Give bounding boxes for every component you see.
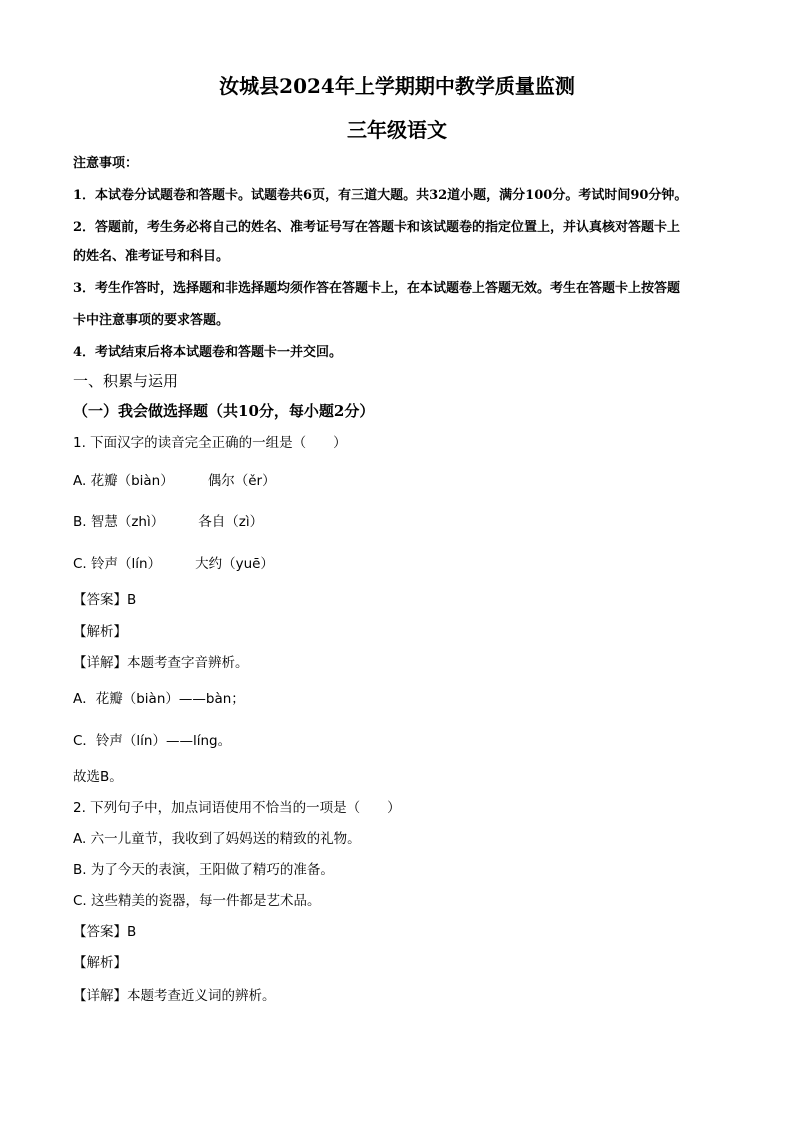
question-1-stem: 1. 下面汉字的读音完全正确的一组是（ ） (73, 435, 347, 451)
question-1-detail: 【详解】本题考查字音辨析。 (73, 655, 249, 671)
question-2-option-b: B. 为了今天的表演，王阳做了精巧的准备。 (73, 862, 334, 878)
notice-heading: 注意事项： (73, 156, 139, 171)
notice-line-5: 卡中注意事项的要求答题。 (73, 313, 230, 328)
question-2-answer: 【答案】B (73, 924, 137, 940)
question-2-option-c: C. 这些精美的瓷器，每一件都是艺术品。 (73, 893, 321, 909)
question-1-conclusion: 故选B。 (73, 769, 123, 785)
exam-subtitle: 三年级语文 (347, 118, 447, 142)
notice-line-1: 1．本试卷分试题卷和答题卡。试题卷共6页，有三道大题。共32道小题，满分100分。考试时间90分钟。 (73, 188, 688, 203)
section-title: 一、积累与运用 (73, 372, 179, 390)
question-1-note-a: A．花瓣（biàn）——bàn； (73, 691, 245, 707)
option-c-first: C. 铃声（lín） (73, 556, 162, 572)
option-b-first: B. 智慧（zhì） (73, 514, 165, 530)
notice-line-6: 4．考试结束后将本试题卷和答题卡一并交回。 (73, 345, 343, 360)
question-1-analysis-label: 【解析】 (73, 624, 127, 640)
notice-line-3: 的姓名、准考证号和科目。 (73, 249, 230, 264)
question-2-option-a: A. 六一儿童节，我收到了妈妈送的精致的礼物。 (73, 831, 361, 847)
question-1-option-c (73, 552, 274, 572)
notice-line-4: 3．考生作答时，选择题和非选择题均须作答在答题卡上，在本试题卷上答题无效。考生在答题卡上按答题 (73, 281, 681, 296)
option-b-second: 各自（zì） (198, 514, 264, 530)
option-c-second: 大约（yuē） (195, 556, 274, 572)
section-part-title: （一）我会做选择题（共10分，每小题2分） (73, 402, 375, 420)
notice-line-2: 2．答题前，考生务必将自己的姓名、准考证号写在答题卡和该试题卷的指定位置上，并认真核对答题卡上 (73, 220, 681, 235)
question-1-option-b (73, 510, 263, 530)
question-2-stem: 2. 下列句子中，加点词语使用不恰当的一项是（ ） (73, 800, 401, 816)
exam-title: 汝城县2024年上学期期中教学质量监测 (219, 74, 575, 98)
option-a-second: 偶尔（ěr） (207, 473, 276, 489)
question-2-detail: 【详解】本题考查近义词的辨析。 (73, 988, 276, 1004)
question-2-analysis-label: 【解析】 (73, 955, 127, 971)
question-1-note-c: C．铃声（lín）——líng。 (73, 733, 232, 749)
question-1-option-a (73, 469, 276, 489)
question-1-answer: 【答案】B (73, 592, 137, 608)
option-a-first: A. 花瓣（biàn） (73, 473, 174, 489)
